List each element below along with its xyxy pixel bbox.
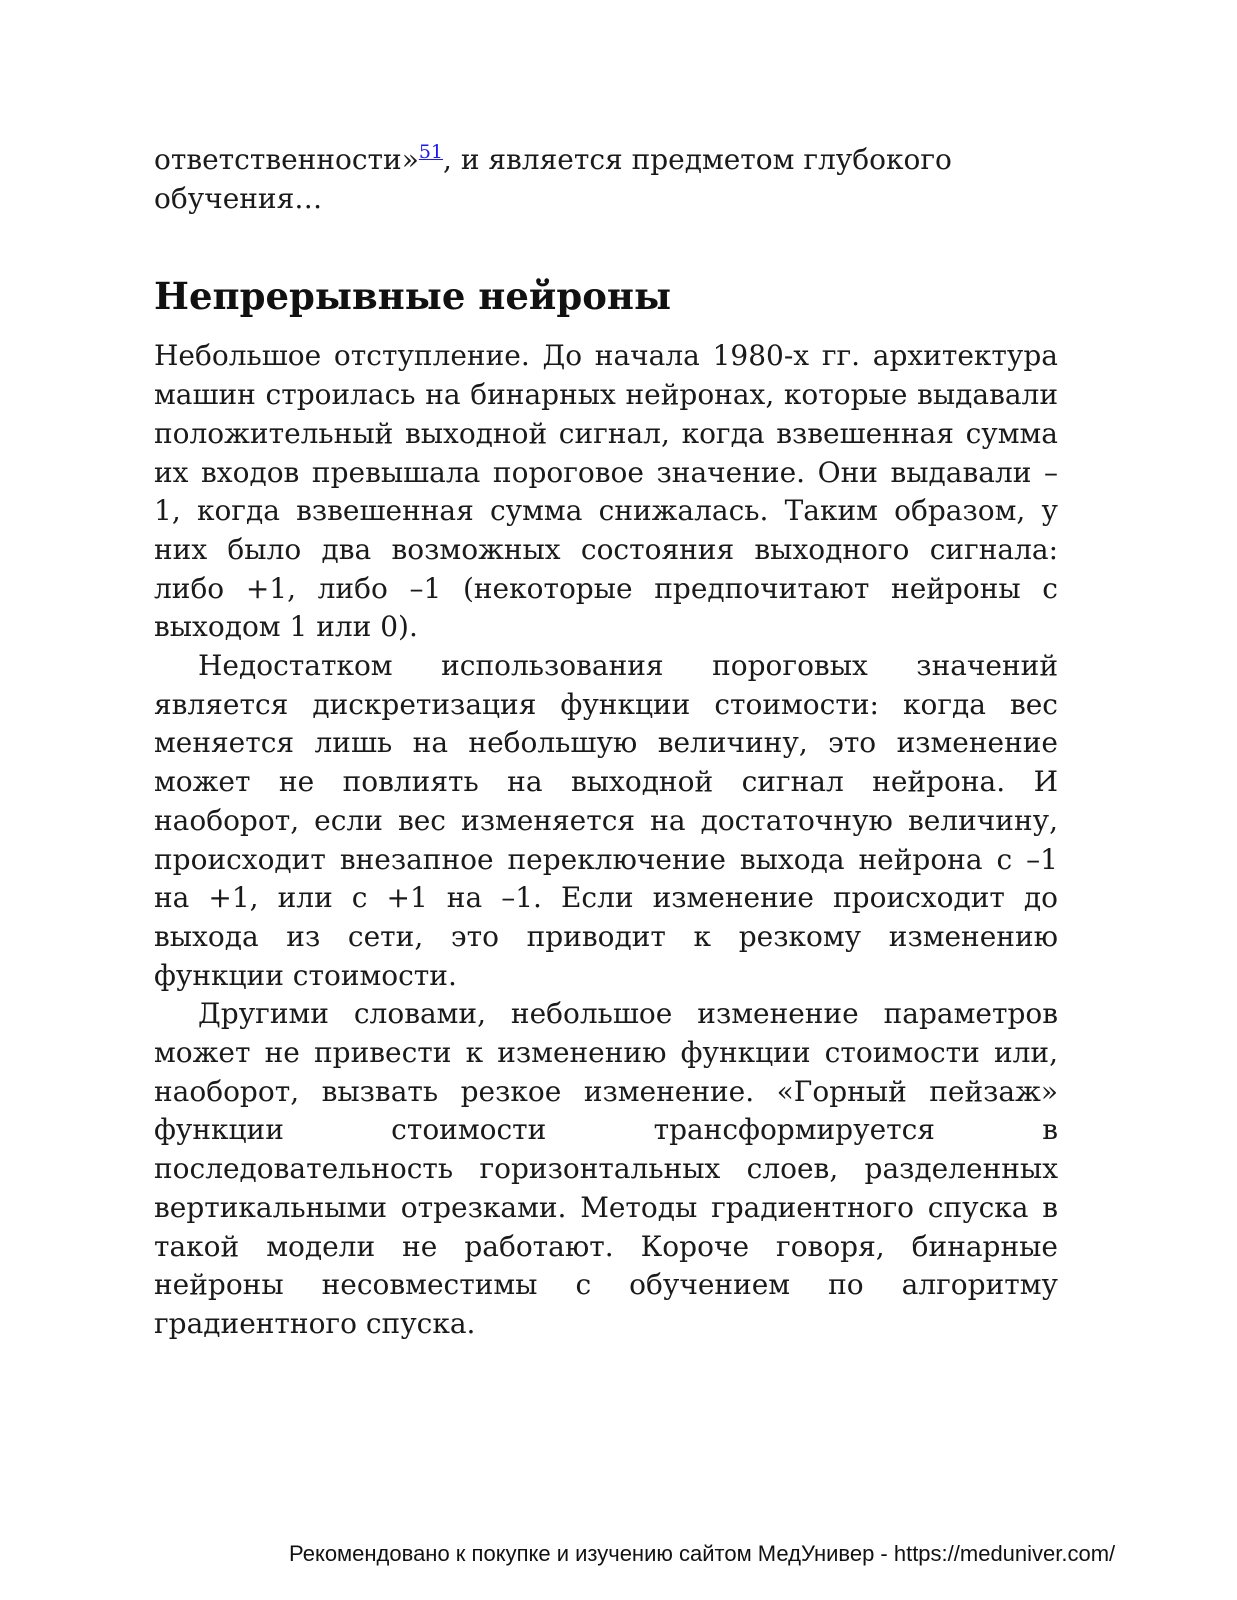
footnote-reference-link[interactable]: 51 xyxy=(418,141,444,163)
paragraph-1: Небольшое отступление. До начала 1980-х гг. архитектура машин строилась на бинарных нейронах, которые выдавали положительный выходной сигнал, когда взвешенная сумма их входов превышала пороговое значение. Они выдавали –1, когда взвешенная сумма снижалась. Таким образом, у них было два возможных состояния выходного сигнала: либо +1, либо –1 (некоторые предпочитают нейроны с выходом 1 или 0). xyxy=(154,339,1058,644)
document-page xyxy=(154,130,1058,1344)
continued-text-start: ответственности» xyxy=(154,143,419,176)
section-heading: Непрерывные нейроны xyxy=(154,274,672,319)
continued-text-end: , и является предметом глубокого обучения… xyxy=(154,143,952,215)
continued-text xyxy=(154,141,1058,218)
paragraph-2: Недостатком использования пороговых значений является дискретизация функции стоимости: когда вес меняется лишь на небольшую величину, это изменение может не повлиять на выходной сигнал нейрона. И наоборот, если вес изменяется на достаточную величину, происходит внезапное переключение выхода нейрона с –1 на +1, или с +1 на –1. Если изменение происходит до выхода из сети, это приводит к резкому изменению функции стоимости. xyxy=(154,649,1058,992)
paragraph-3: Другими словами, небольшое изменение параметров может не привести к изменению функции стоимости или, наоборот, вызвать резкое изменение. «Горный пейзаж» функции стоимости трансформируется в последовательность горизонтальных слоев, разделенных вертикальными отрезками. Методы градиентного спуска в такой модели не работают. Короче говоря, бинарные нейроны несовместимы с обучением по алгоритму градиентного спуска. xyxy=(154,997,1058,1340)
footer-watermark-text: Рекомендовано к покупке и изучению сайтом МедУнивер - https://meduniver.com/ xyxy=(289,1541,1116,1566)
